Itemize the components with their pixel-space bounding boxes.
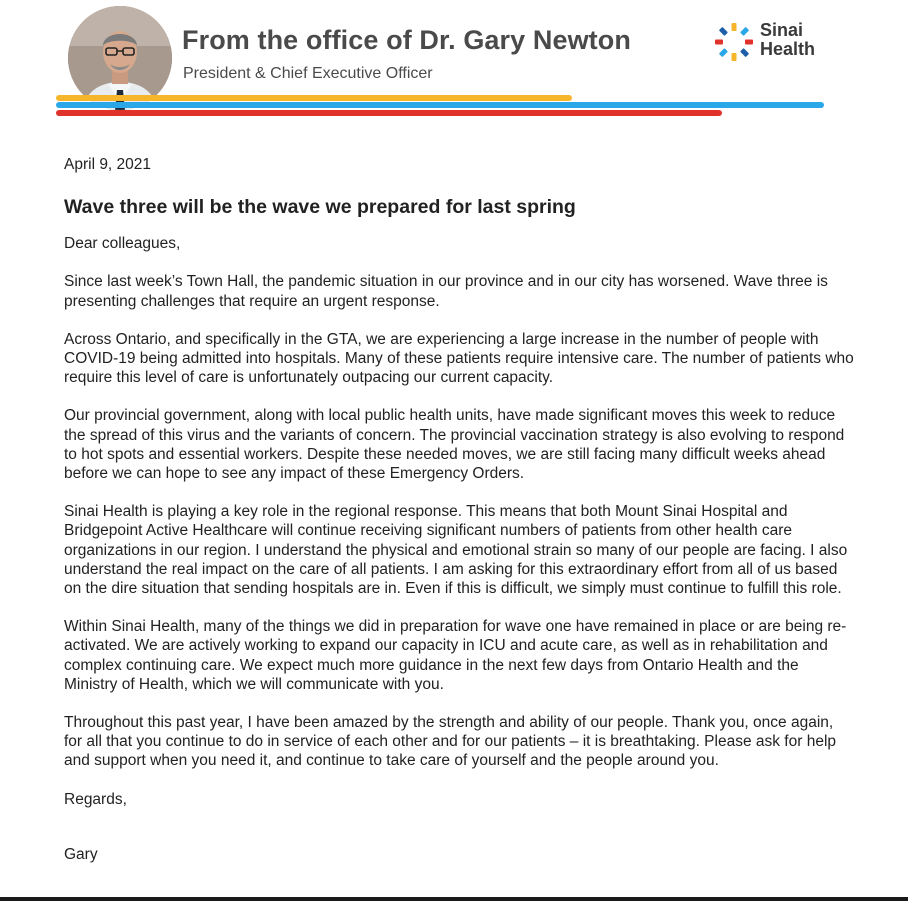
bottom-border xyxy=(0,897,908,901)
header-stripe-blue xyxy=(56,102,824,108)
logo-wordmark xyxy=(760,21,815,59)
letter-header xyxy=(0,0,908,130)
letter-closing: Regards, xyxy=(64,790,127,808)
paragraph: Within Sinai Health, many of the things we did in preparation for wave one have remained in place or are being re-activated. We are actively working to expand our capacity in ICU and acute care, as well as in rehabilitation and complex continuing care. We expect much more guidance in the next few days from Ontario Health and the Ministry of Health, which we will communicate with you. xyxy=(64,618,847,693)
header-title: From the office of Dr. Gary Newton xyxy=(182,25,631,55)
paragraph: Since last week’s Town Hall, the pandemic situation in our province and in our city has worsened. Wave three is presenting challenges that require an urgent response. xyxy=(64,273,828,310)
header-stripe-yellow xyxy=(56,95,572,101)
letter-salutation: Dear colleagues, xyxy=(64,235,181,253)
paragraph: Across Ontario, and specifically in the GTA, we are experiencing a large increase in the number of people with COVID-19 being admitted into hospitals. Many of these patients require intensive care. The number of patients who require this level of care is unfortunately outpacing our current capacity. xyxy=(64,330,854,387)
paragraph: Sinai Health is playing a key role in the regional response. This means that both Mount Sinai Hospital and Bridgepoint Active Healthcare will continue receiving significant numbers of patients from other health care organizations in our region. I understand the physical and emotional strain so many of our people are facing. I also understand the real impact on the care of all patients. I am asking for this extraordinary effort from all of us based on the dire situation that sending hospitals are in. Even if this is difficult, we simply must continue to fulfill this role. xyxy=(64,503,848,598)
logo-text-line1: Sinai xyxy=(760,20,804,40)
letter-date: April 9, 2021 xyxy=(64,156,152,173)
letter-headline: Wave three will be the wave we prepared for last spring xyxy=(64,196,576,219)
letter-signature: Gary xyxy=(64,845,98,863)
header-subtitle: President & Chief Executive Officer xyxy=(183,65,433,82)
header-stripe-red xyxy=(56,110,722,116)
letter-body xyxy=(64,155,854,864)
sinai-health-logo xyxy=(712,20,832,66)
paragraph: Throughout this past year, I have been amazed by the strength and ability of our people. Thank you, once again, for all that you continue to do in service of each other and for our patients – it is breathtaking. Please ask for help and support when you need it, and continue to take care of yourself and the people around you. xyxy=(64,714,837,770)
paragraph: Our provincial government, along with local public health units, have made significant moves this week to reduce the spread of this virus and the variants of concern. The provincial vaccination strategy is also evolving to respond to hot spots and essential workers. Despite these needed moves, we are still facing many difficult weeks ahead before we can hope to see any impact of these Emergency Orders. xyxy=(64,407,845,483)
logo-text-line2: Health xyxy=(760,39,816,59)
sinai-star-icon xyxy=(712,20,756,64)
